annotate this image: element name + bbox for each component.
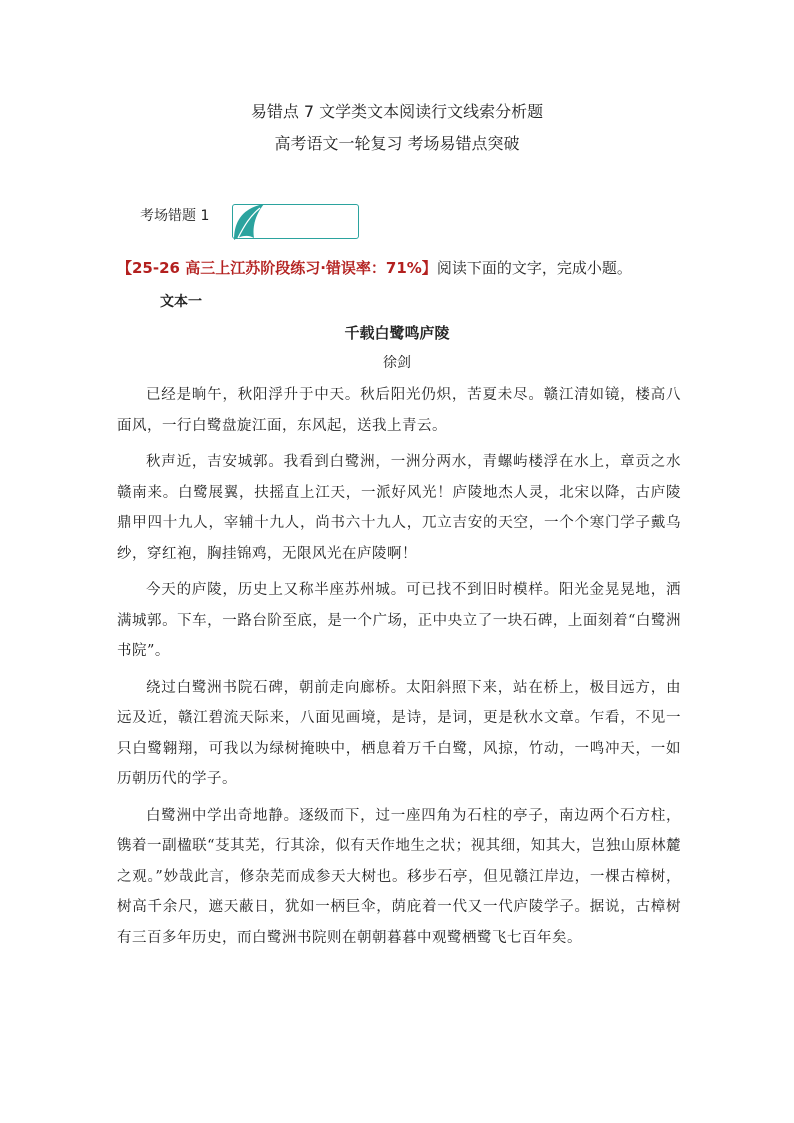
text-label: 文本一 [160,294,202,310]
page-subtitle: 高考语文一轮复习 考场易错点突破 [274,134,520,153]
essay-author: 徐剑 [383,355,411,371]
essay-paragraph: 今天的庐陵，历史上又称半座苏州城。可已找不到旧时模样。阳光金晃晃地，洒满城郭。下车，一路台阶至底，是一个广场，正中央立了一块石碑，上面刻着“白鹭洲书院”。 [117,582,681,659]
leaf-icon [230,200,270,242]
essay-paragraph: 白鹭洲中学出奇地静。逐级而下，过一座四角为石柱的亭子，南边两个石方柱，镌着一副楹联“芟其芜，行其涂，似有天作地生之状；视其细，知其大，岂独山原林麓之观。”妙哉此言，修杂芜而成参天大树也。移步石亭，但见赣江岸边，一棵古樟树，树高千余尺，遮天蔽日，犹如一柄巨伞，荫庇着一代又一代庐陵学子。据说，古樟树有三百多年历史，而白鹭洲书院则在朝朝暮暮中观鹭栖鹭飞七百年矣。 [117,807,681,946]
section-label: 考场错题 1 [140,208,210,224]
essay-paragraph: 秋声近，吉安城郭。我看到白鹭洲，一洲分两水，青螺屿楼浮在水上，章贡之水赣南来。白鹭展翼，扶摇直上江天，一派好风光！庐陵地杰人灵，北宋以降，古庐陵鼎甲四十九人，宰辅十九人，尚书六十九人，兀立吉安的天空，一个个寒门学子戴乌纱，穿红袍，胸挂锦鸡，无限风光在庐陵啊！ [117,454,681,562]
instruction-text: 阅读下面的文字，完成小题。 [436,259,632,277]
essay-paragraph: 绕过白鹭洲书院石碑，朝前走向廊桥。太阳斜照下来，站在桥上，极目远方，由远及近，赣江碧流天际来，八面见画境，是诗，是词，更是秋水文章。乍看，不见一只白鹭翱翔，可我以为绿树掩映中，栖息着万千白鹭，风掠，竹动，一鸣冲天，一如历朝历代的学子。 [117,679,681,787]
essay-paragraph: 已经是晌午，秋阳浮升于中天。秋后阳光仍炽，苦夏未尽。赣江清如镜，楼高八面风，一行白鹭盘旋江面，东风起，送我上青云。 [117,387,681,434]
essay-body [117,380,681,953]
source-tag: 【25-26 高三上江苏阶段练习·错误率：71%】 [117,259,437,277]
essay-title: 千载白鹭鸣庐陵 [344,324,450,342]
page-title: 易错点 7 文学类文本阅读行文线索分析题 [250,102,544,121]
question-intro [117,256,757,280]
